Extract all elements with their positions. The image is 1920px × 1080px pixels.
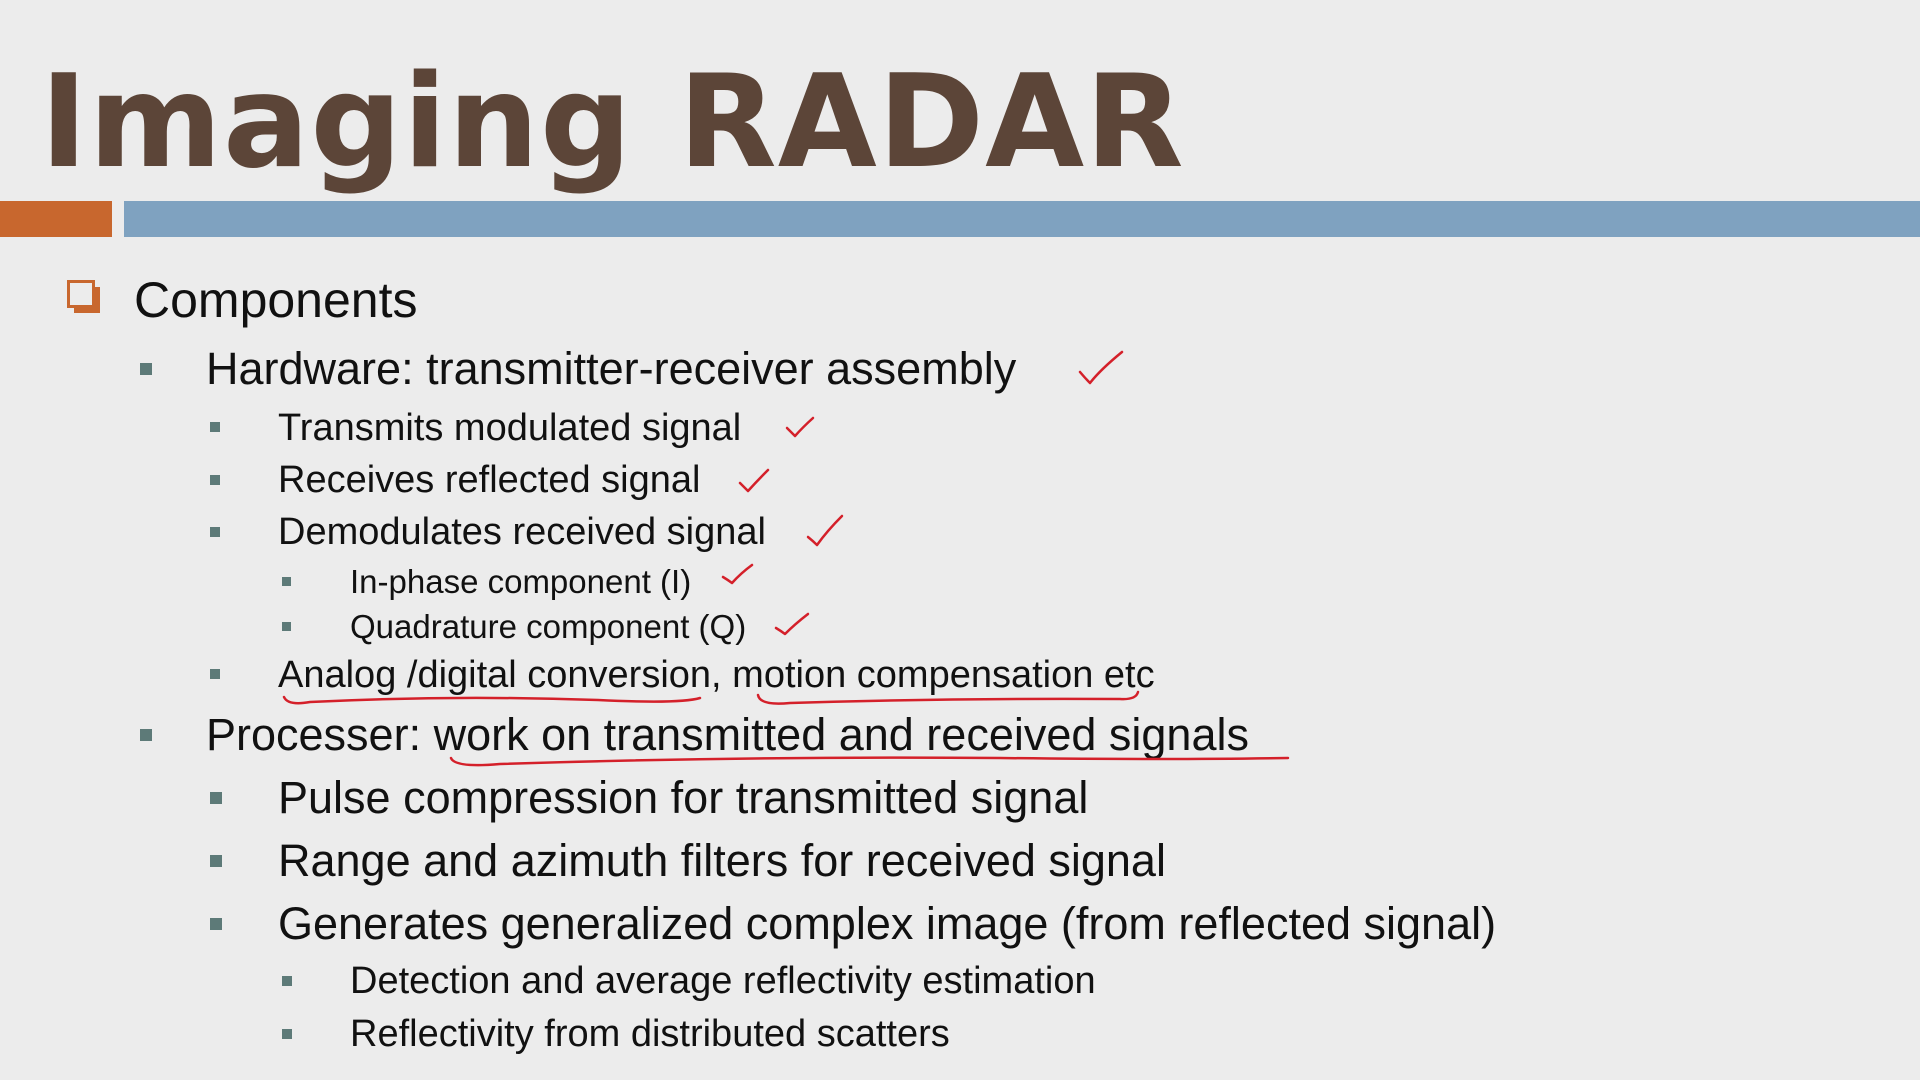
check-mark-icon xyxy=(740,470,768,491)
bullet-square-icon xyxy=(210,918,222,930)
title-accent-bar-blue xyxy=(124,201,1920,237)
bullet-square-icon xyxy=(282,622,291,631)
bullet-square-icon xyxy=(210,792,222,804)
underline-analog-digital xyxy=(284,697,700,703)
title-accent-bar-orange xyxy=(0,201,112,237)
checkbox-bullet-icon xyxy=(67,280,101,314)
bullet-square-icon xyxy=(140,363,152,375)
item-pulse: Pulse compression for transmitted signal xyxy=(278,772,1089,823)
item-range: Range and azimuth filters for received signal xyxy=(278,835,1166,886)
check-mark-icon xyxy=(776,614,808,634)
item-receives: Receives reflected signal xyxy=(278,459,701,501)
slide-title: Imaging RADAR xyxy=(40,48,1185,197)
item-generates: Generates generalized complex image (from reflected signal) xyxy=(278,898,1497,949)
item-transmits: Transmits modulated signal xyxy=(278,407,742,449)
check-mark-icon xyxy=(1080,352,1122,383)
bullet-square-icon xyxy=(210,527,220,537)
bullet-square-icon xyxy=(210,855,222,867)
bullet-square-icon xyxy=(282,1029,292,1039)
item-hardware: Hardware: transmitter-receiver assembly xyxy=(206,343,1017,394)
components-heading-text: Components xyxy=(134,272,418,328)
item-in-phase: In-phase component (I) xyxy=(350,563,692,600)
check-mark-icon xyxy=(808,516,842,545)
bullet-square-icon xyxy=(210,422,220,432)
check-mark-icon xyxy=(723,565,752,583)
item-processer: Processer: work on transmitted and received signals xyxy=(206,709,1249,760)
bullet-square-icon xyxy=(282,976,292,986)
item-demodulates: Demodulates received signal xyxy=(278,511,766,553)
bullet-square-icon xyxy=(282,577,291,586)
check-mark-icon xyxy=(787,418,813,436)
item-quadrature: Quadrature component (Q) xyxy=(350,608,747,645)
item-reflectivity: Reflectivity from distributed scatters xyxy=(350,1013,950,1055)
item-detection: Detection and average reflectivity estimation xyxy=(350,960,1096,1002)
bullet-square-icon xyxy=(210,669,220,679)
item-analog: Analog /digital conversion, motion compensation etc xyxy=(278,654,1155,696)
bullet-square-icon xyxy=(140,729,152,741)
bullet-square-icon xyxy=(210,475,220,485)
